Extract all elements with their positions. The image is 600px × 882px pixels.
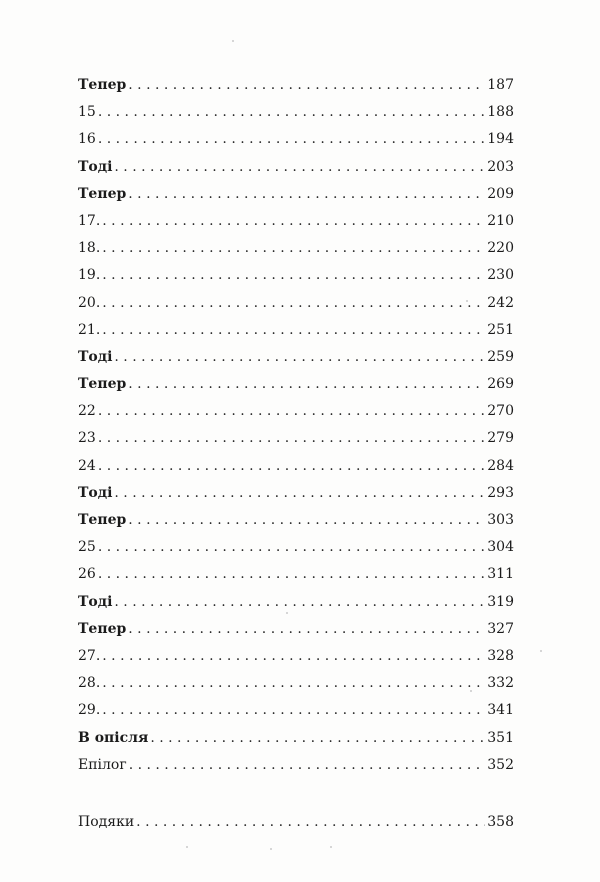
toc-entry-page-number: 303	[487, 512, 514, 528]
toc-entry	[78, 181, 514, 208]
dot-leader	[128, 616, 485, 643]
toc-entry	[78, 290, 514, 317]
dot-leader	[114, 344, 485, 371]
toc-entry-page-number: 194	[487, 131, 514, 148]
toc-entry-page-number: 188	[487, 104, 514, 121]
toc-entry-page-number: 311	[487, 566, 514, 583]
toc-entry-label: Тепер	[78, 512, 127, 528]
dot-leader	[114, 154, 485, 181]
dot-leader	[102, 235, 485, 262]
dot-leader	[128, 507, 485, 534]
dot-leader	[114, 480, 485, 507]
toc-entry-label: Тепер	[78, 620, 127, 637]
dot-leader	[102, 262, 485, 289]
dot-leader	[98, 398, 485, 425]
paper-speck	[540, 650, 542, 652]
toc-entry-page-number: 251	[487, 321, 514, 338]
toc-entry	[78, 809, 514, 836]
toc-entry	[78, 398, 514, 425]
toc-entry-page-number: 319	[487, 593, 514, 610]
toc-entry-page-number: 242	[487, 294, 514, 311]
dot-leader	[114, 589, 485, 616]
toc-entry	[78, 154, 514, 181]
toc-entry-page-number: 284	[487, 457, 514, 474]
toc-entry-page-number: 230	[487, 267, 514, 284]
toc-entry	[78, 589, 514, 616]
toc-entry	[78, 616, 514, 643]
toc-entry-label: В опісля	[78, 729, 149, 746]
toc-entry-label: 29.	[78, 702, 101, 719]
toc-entry	[78, 317, 514, 344]
toc-entry-label: 16	[78, 131, 96, 148]
dot-leader	[98, 425, 485, 452]
paper-speck	[286, 612, 288, 614]
toc-entry	[78, 670, 514, 697]
dot-leader	[129, 752, 486, 779]
toc-entry-page-number: 210	[487, 212, 514, 229]
toc-entry-label: Тоді	[78, 348, 113, 365]
toc-entry-page-number: 358	[487, 813, 514, 830]
toc-entry	[78, 561, 514, 588]
toc-entry-label: 18.	[78, 240, 101, 257]
toc-entry	[78, 643, 514, 670]
section-gap	[78, 779, 514, 809]
toc-entry-page-number: 352	[487, 756, 514, 773]
paper-speck	[186, 846, 188, 848]
toc-entry-label: Тоді	[78, 484, 113, 501]
toc-entry-label: Подяки	[78, 813, 135, 830]
toc-entry-label: 22	[78, 403, 96, 420]
toc-entry	[78, 262, 514, 289]
dot-leader	[98, 561, 485, 588]
toc-entry-label: 17.	[78, 212, 101, 229]
toc-entry	[78, 235, 514, 262]
toc-entry-page-number: 328	[487, 647, 514, 664]
toc-entry-label: 26	[78, 566, 96, 583]
toc-entry-label: 23	[78, 430, 96, 447]
table-of-contents	[78, 72, 514, 836]
toc-entry	[78, 480, 514, 507]
toc-entry	[78, 425, 514, 452]
toc-entry	[78, 208, 514, 235]
dot-leader	[102, 290, 485, 317]
dot-leader	[128, 181, 485, 208]
toc-entry-label: Тепер	[78, 376, 127, 393]
toc-entry	[78, 453, 514, 480]
paper-speck	[270, 848, 272, 850]
toc-entry-label: Тоді	[78, 158, 113, 175]
dot-leader	[98, 534, 485, 561]
toc-entry-label: 28.	[78, 675, 101, 692]
toc-entry-page-number: 209	[487, 185, 514, 202]
paper-speck	[470, 690, 472, 692]
toc-entry-page-number: 270	[487, 403, 514, 420]
toc-entry	[78, 99, 514, 126]
toc-entry-label: 27.	[78, 647, 101, 664]
toc-entry-label: 20.	[78, 294, 101, 311]
toc-entry-label: Тоді	[78, 593, 113, 610]
paper-speck	[232, 40, 234, 42]
paper-speck	[466, 300, 468, 302]
toc-entry-label: Тепер	[78, 185, 127, 202]
toc-entry-label: 21.	[78, 321, 101, 338]
toc-entry-page-number: 279	[487, 430, 514, 447]
toc-entry	[78, 697, 514, 724]
toc-entry	[78, 725, 514, 752]
toc-entry-page-number: 220	[487, 240, 514, 257]
toc-entry	[78, 344, 514, 371]
toc-entry-label: 15	[78, 104, 96, 121]
toc-entry	[78, 534, 514, 561]
toc-entry-page-number: 327	[487, 620, 514, 637]
toc-entry-label: 19.	[78, 267, 101, 284]
dot-leader	[102, 697, 485, 724]
dot-leader	[102, 317, 485, 344]
toc-entry-page-number: 341	[487, 702, 514, 719]
toc-entry-page-number: 203	[487, 158, 514, 175]
toc-entry	[78, 126, 514, 153]
dot-leader	[136, 809, 485, 836]
toc-entry-page-number: 351	[487, 729, 514, 746]
dot-leader	[98, 99, 485, 126]
toc-entry-page-number: 332	[487, 675, 514, 692]
dot-leader	[102, 208, 485, 235]
toc-entry-page-number: 187	[487, 77, 514, 93]
paper-speck	[330, 846, 332, 848]
toc-entry-page-number: 269	[487, 376, 514, 393]
dot-leader	[128, 72, 485, 99]
toc-entry-page-number: 293	[487, 484, 514, 501]
toc-entry-label: 25	[78, 539, 96, 556]
toc-entry	[78, 752, 514, 779]
toc-entry-label: Тепер	[78, 77, 127, 93]
toc-entry-label: Епілог	[78, 756, 127, 773]
toc-entry	[78, 72, 514, 99]
toc-entry	[78, 507, 514, 534]
dot-leader	[98, 126, 485, 153]
toc-entry	[78, 371, 514, 398]
dot-leader	[102, 643, 485, 670]
toc-entry-page-number: 304	[487, 539, 514, 556]
dot-leader	[102, 670, 485, 697]
dot-leader	[128, 371, 485, 398]
dot-leader	[150, 725, 485, 752]
toc-entry-label: 24	[78, 457, 96, 474]
dot-leader	[98, 453, 485, 480]
toc-entry-page-number: 259	[487, 348, 514, 365]
